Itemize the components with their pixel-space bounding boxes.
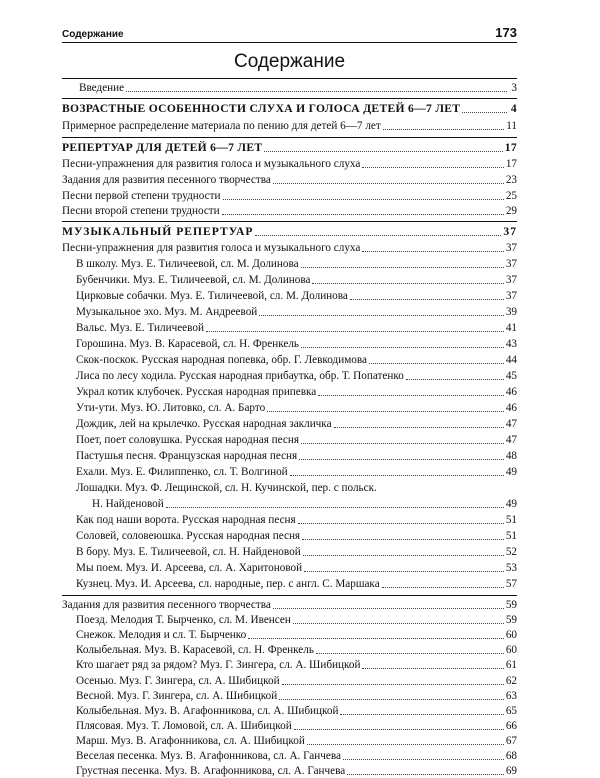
toc-subentry[interactable] [76,400,517,415]
toc-entry-page: 53 [505,562,517,574]
toc-subentry[interactable] [76,718,517,733]
toc-entry-page: 51 [505,514,517,526]
toc-entry[interactable] [62,597,517,612]
toc-entry-page: 37 [505,274,517,286]
toc-subentry[interactable] [76,336,517,351]
toc-entry-title: Музыкальное эхо. Муз. М. Андреевой [76,306,258,318]
dot-leader [316,652,504,654]
toc-entry-title: Поет, поет соловушка. Русская народная песня [76,434,299,446]
toc-section-heading[interactable] [62,101,517,116]
toc-subentry[interactable] [76,612,517,627]
toc-subentry[interactable] [76,320,517,335]
toc-entry-page: 17 [504,141,517,154]
toc-entry-page: 45 [505,370,517,382]
toc-entry-title: Колыбельная. Муз. В. Карасевой, сл. Н. Френкель [76,644,314,657]
section-divider [62,595,517,596]
toc-entry-title: МУЗЫКАЛЬНЫЙ РЕПЕРТУАР [62,225,254,238]
dot-leader [126,90,507,92]
toc-entry-page: 48 [505,450,517,462]
page-title: Содержание [233,51,346,72]
toc-entry-page: 39 [505,306,517,318]
toc-entry-page: 67 [505,734,517,747]
toc-entry-title: Песни-упражнения для развития голоса и музыкального слуха [62,158,361,170]
toc-subentry[interactable] [76,703,517,718]
toc-entry-title: Веселая песенка. Муз. В. Агафонникова, сл. А. Ганчева [76,750,341,762]
toc-entry-page: 37 [503,225,517,238]
toc-subentry[interactable] [76,657,517,672]
toc-entry-title: Украл котик клубочек. Русская народная припевка [76,386,317,398]
toc-entry-page: 23 [505,174,517,186]
dot-leader [362,667,503,669]
toc-entry-page: 49 [505,466,517,478]
toc-entry-title: Цирковые собачки. Муз. Е. Тиличеевой, сл. М. Долинова [76,290,348,302]
toc-entry-title: Грустная песенка. Муз. В. Агафонникова, сл. А. Ганчева [76,765,346,778]
toc-subentry[interactable] [76,576,517,591]
toc-entry-title: В школу. Муз. Е. Тиличеевой, сл. М. Долинова [76,258,299,270]
toc-subentry[interactable] [76,288,517,303]
running-head [62,20,517,40]
toc-entry-page: 65 [505,704,517,717]
toc-entry-page: 17 [505,158,517,170]
dot-leader [298,522,504,524]
toc-subentry[interactable] [76,763,517,778]
toc-entry[interactable] [62,172,517,187]
toc-entry-page: 4 [510,102,517,115]
dot-leader [166,506,504,508]
toc-subentry[interactable] [76,642,517,657]
dot-leader [334,426,504,428]
toc-entry-title: Горошина. Муз. В. Карасевой, сл. Н. Френкель [76,338,300,350]
dot-leader [307,743,504,745]
toc-subentry[interactable] [76,304,517,319]
dot-leader [462,111,507,113]
dot-leader [301,266,504,268]
toc-entry[interactable] [62,203,517,218]
dot-leader [406,378,504,380]
toc-entry-title: Марш. Муз. В. Агафонникова, сл. А. Шибицкой [76,734,305,747]
toc-entry-page: 51 [505,530,517,542]
toc-entry-page: 68 [505,750,517,762]
toc-subentry[interactable] [76,368,517,383]
toc-entry-title: Кузнец. Муз. И. Арсеева, сл. народные, пер. с англ. С. Маршака [76,578,380,590]
dot-leader [273,607,504,609]
dot-leader [259,314,504,316]
section-divider [62,78,517,79]
toc-entry-title: Соловей, соловеюшка. Русская народная песня [76,530,301,542]
toc-entry[interactable] [62,118,517,133]
toc-entry-title: В бору. Муз. Е. Тиличеевой, сл. Н. Найденовой [76,546,301,558]
toc-entry-title: Ути-ути. Муз. Ю. Литовко, сл. А. Барто [76,402,266,414]
dot-leader [350,298,504,300]
toc-entry-page: 59 [505,599,517,611]
page-number: 173 [495,25,517,40]
dot-leader [347,773,504,775]
running-head-section: Содержание [62,29,124,40]
dot-leader [282,683,504,685]
toc-entry-title: Вальс. Муз. Е. Тиличеевой [76,322,204,334]
toc-entry-title: Пастушья песня. Французская народная песня [76,450,298,462]
dot-leader [255,234,501,236]
section-divider [62,137,517,138]
toc-entry-page: 61 [505,659,517,672]
toc-entry-title: Примерное распределение материала по пению для детей 6—7 лет [62,120,381,132]
dot-leader [293,622,504,624]
toc-subentry[interactable] [76,544,517,559]
toc-entry-title: Бубенчики. Муз. Е. Тиличеевой, сл. М. Долинова [76,274,311,286]
toc-entry-title: Весной. Муз. Г. Зингера, сл. А. Шибицкой [76,689,278,702]
toc-entry-page: 66 [505,719,517,732]
dot-leader [383,128,504,130]
section-divider [62,221,517,222]
toc-subentry[interactable] [76,256,517,271]
toc-entry-title: Снежок. Мелодия и сл. Т. Бырченко [76,629,247,642]
dot-leader [362,166,503,168]
toc-entry-page: 43 [505,338,517,350]
toc-entry-page: 46 [505,386,517,398]
toc-entry-page: 44 [505,354,517,366]
dot-leader [303,554,504,556]
toc-entry-title: РЕПЕРТУАР ДЛЯ ДЕТЕЙ 6—7 ЛЕТ [62,141,263,154]
toc-entry[interactable] [62,188,517,203]
toc-subentry[interactable] [76,352,517,367]
dot-leader [223,198,504,200]
toc-subentry[interactable] [76,560,517,575]
dot-leader [302,538,504,540]
toc-subentry[interactable] [76,272,517,287]
toc-entry-title-continued: Н. Найденовой [92,498,164,510]
toc-entry-page: 29 [505,205,517,217]
toc-entry-page: 60 [505,644,517,657]
toc-entry-page: 62 [505,674,517,687]
toc-entry-title: Дождик, лей на крылечко. Русская народная закличка [76,418,332,430]
toc-entry-page: 37 [505,290,517,302]
toc-subentry[interactable] [76,512,517,527]
toc-entry-title: Задания для развития песенного творчества [62,599,271,611]
toc-entry-title: Скок-поскок. Русская народная попевка, обр. Г. Левкодимова [76,354,367,366]
toc-entry-page: 37 [505,258,517,270]
dot-leader [206,330,504,332]
toc-entry-page: 47 [505,434,517,446]
toc-entry-page: 60 [505,629,517,642]
dot-leader [304,570,504,572]
toc-entry-page: 3 [511,82,517,94]
toc-entry-page: 11 [506,120,517,132]
dot-leader [301,442,504,444]
toc-subentry[interactable] [76,733,517,748]
toc-entry-title: Песни первой степени трудности [62,190,221,202]
dot-leader [248,637,504,639]
toc-entry-page: 57 [505,578,517,590]
toc-subentry-continuation[interactable] [92,496,517,511]
dot-leader [312,282,503,284]
dot-leader [301,346,504,348]
dot-leader [318,394,504,396]
toc-subentry[interactable] [76,384,517,399]
dot-leader [382,586,504,588]
dot-leader [279,698,504,700]
toc-subentry-first-line[interactable] [76,480,517,495]
toc-entry-title: Поезд. Мелодия Т. Бырченко, сл. М. Ивенсен [76,614,291,627]
toc-entry-title: Осенью. Муз. Г. Зингера, сл. А. Шибицкой [76,674,280,687]
toc-entry-page: 25 [505,190,517,202]
toc-subentry[interactable] [76,748,517,763]
toc-entry-title: Плясовая. Муз. Т. Ломовой, сл. А. Шибицкой [76,719,292,732]
toc-subentry[interactable] [76,416,517,431]
toc-entry-introduction[interactable] [79,80,517,95]
toc-entry-page: 46 [505,402,517,414]
toc-entry-title: Кто шагает ряд за рядом? Муз. Г. Зингера, сл. А. Шибицкой [76,659,361,672]
toc-entry-title: Лошадки. Муз. Ф. Лещинской, сл. Н. Кучинской, пер. с польск. [76,482,377,494]
toc-entry-title: Песни второй степени трудности [62,205,220,217]
header-rule [62,42,517,43]
toc-entry-page: 41 [505,322,517,334]
section-divider [62,98,517,99]
dot-leader [369,362,504,364]
dot-leader [362,250,503,252]
toc-entry-title: Ехали. Муз. Е. Филиппенко, сл. Т. Волгиной [76,466,288,478]
toc-subentry[interactable] [76,673,517,688]
dot-leader [290,474,504,476]
toc-entry-title: Мы поем. Муз. И. Арсеева, сл. А. Харитоновой [76,562,303,574]
dot-leader [343,758,504,760]
toc-entry[interactable] [62,156,517,171]
dot-leader [222,213,504,215]
dot-leader [273,182,504,184]
toc-subentry[interactable] [76,528,517,543]
toc-section-heading[interactable] [62,140,517,155]
toc-entry-page: 59 [505,614,517,627]
toc-entry-page: 47 [505,418,517,430]
dot-leader [267,410,504,412]
toc-entry-title: Песни-упражнения для развития голоса и музыкального слуха [62,242,361,254]
toc-subentry[interactable] [76,432,517,447]
dot-leader [340,713,503,715]
toc-subentry[interactable] [76,627,517,642]
toc-entry-page: 52 [505,546,517,558]
toc-subentry[interactable] [76,688,517,703]
dot-leader [299,458,504,460]
toc-subentry[interactable] [76,448,517,463]
toc-entry[interactable] [62,240,517,255]
toc-entry-page: 69 [505,765,517,778]
toc-entry-title: Введение [79,82,125,94]
toc-subentry[interactable] [76,464,517,479]
toc-section-heading[interactable] [62,224,517,239]
dot-leader [294,728,504,730]
toc-entry-page: 63 [505,689,517,702]
toc-entry-title: Колыбельная. Муз. В. Агафонникова, сл. А. Шибицкой [76,704,339,717]
toc-entry-title: Как под наши ворота. Русская народная песня [76,514,296,526]
toc-entry-title: ВОЗРАСТНЫЕ ОСОБЕННОСТИ СЛУХА И ГОЛОСА ДЕТЕЙ 6—7 ЛЕТ [62,102,461,115]
toc-entry-title: Лиса по лесу ходила. Русская народная прибаутка, обр. Т. Попатенко [76,370,404,382]
dot-leader [264,150,502,152]
toc-entry-title: Задания для развития песенного творчества [62,174,271,186]
toc-entry-page: 37 [505,242,517,254]
toc-entry-page: 49 [505,498,517,510]
